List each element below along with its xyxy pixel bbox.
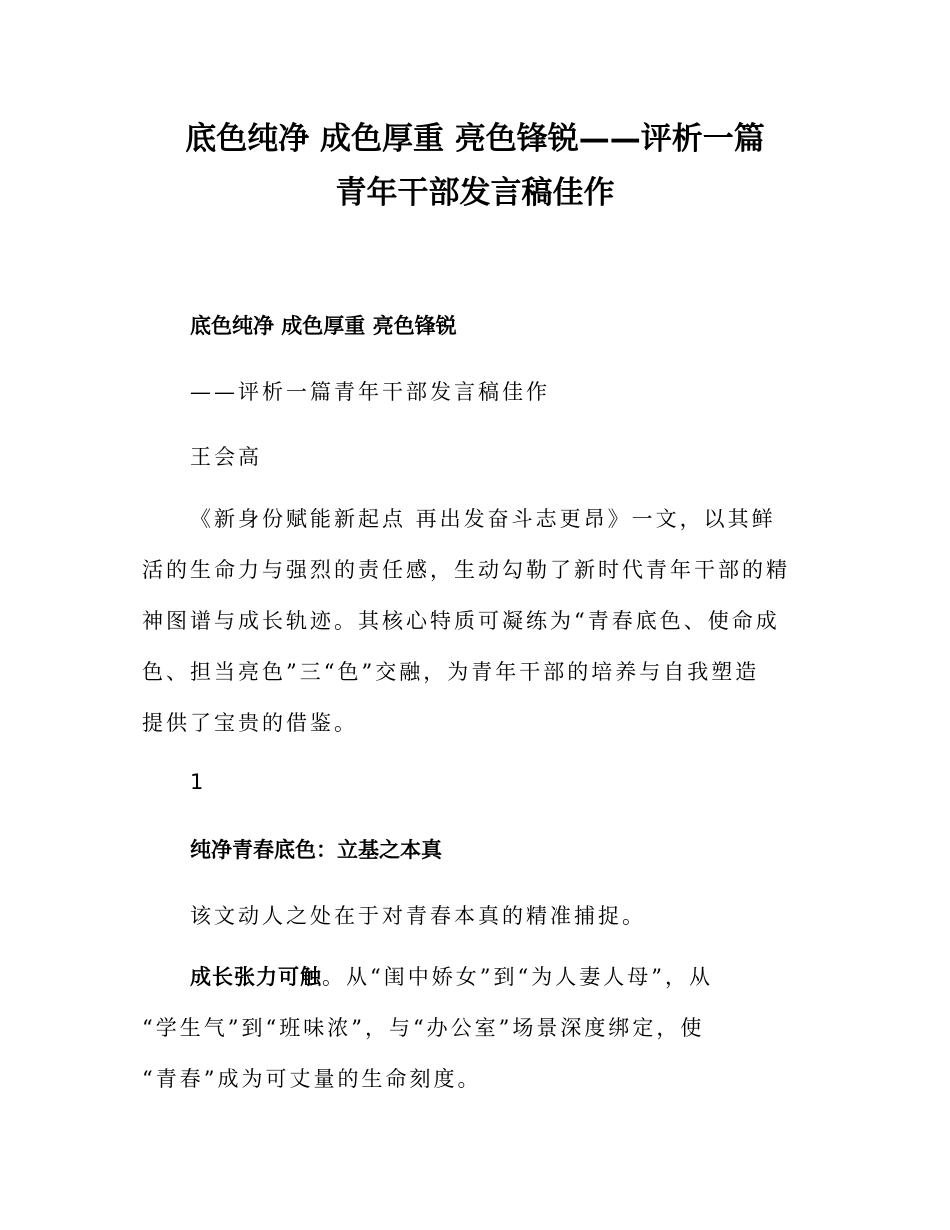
intro-line: 神图谱与成长轨迹。其核心特质可凝练为“青春底色、使命成 — [142, 609, 780, 633]
intro-line: 《新身份赋能新起点 再出发奋斗志更昂》一文，以其鲜 — [190, 507, 776, 531]
growth-line-rest: 。从“闺中娇女”到“为人妻人母”，从 — [322, 965, 713, 989]
intro-line: 色、担当亮色”三“色”交融，为青年干部的培养与自我塑造 — [142, 660, 760, 684]
growth-line: “学生气”到“班味浓”，与“办公室”场景深度绑定，使 — [142, 1016, 705, 1040]
section-lead: 该文动人之处在于对青春本真的精准捕捉。 — [190, 904, 646, 928]
growth-line — [142, 952, 822, 1003]
intro-line: 活的生命力与强烈的责任感，生动勾勒了新时代青年干部的精 — [142, 558, 790, 582]
intro-paragraph — [142, 494, 822, 749]
growth-paragraph — [142, 952, 822, 1105]
title-line-1: 底色纯净 成色厚重 亮色锋锐——评析一篇 — [185, 121, 765, 157]
title-line-2: 青年干部发言稿佳作 — [335, 175, 615, 211]
growth-line: “青春”成为可丈量的生命刻度。 — [142, 1067, 482, 1091]
article-subtitle: 底色纯净 成色厚重 亮色锋锐 — [190, 314, 457, 338]
section-heading: 纯净青春底色：立基之本真 — [190, 838, 442, 862]
author-name: 王会高 — [190, 445, 262, 469]
intro-line: 提供了宝贵的借鉴。 — [142, 711, 358, 735]
section-number: 1 — [190, 770, 204, 794]
article-subtitle-sub: ——评析一篇青年干部发言稿佳作 — [190, 380, 550, 404]
growth-bold-lead: 成长张力可触 — [190, 965, 322, 989]
document-title — [100, 112, 850, 220]
